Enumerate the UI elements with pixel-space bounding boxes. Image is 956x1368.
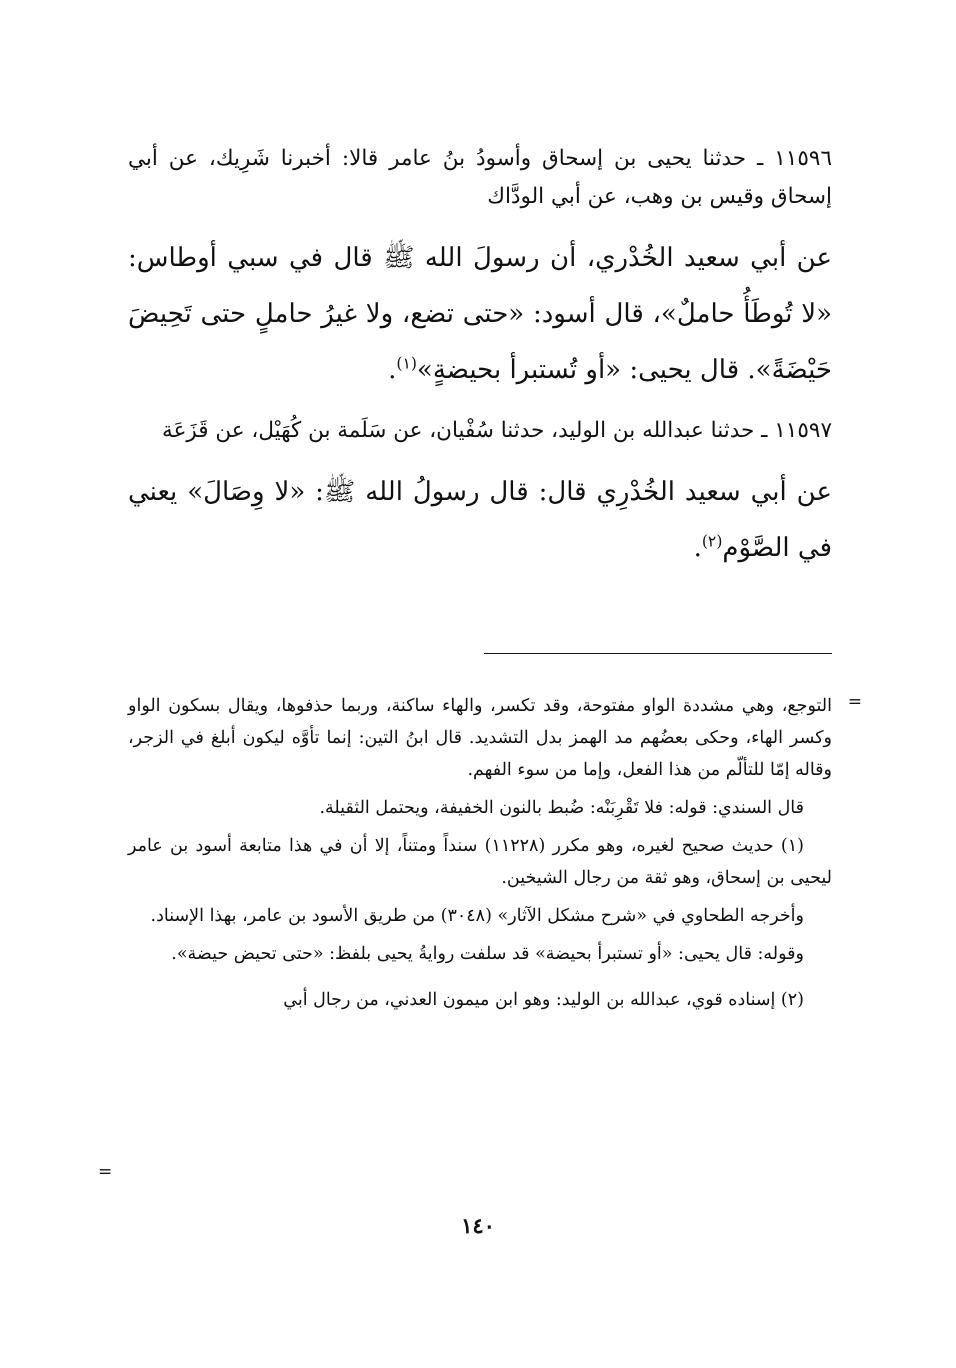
footnote-divider bbox=[484, 653, 832, 654]
footnotes bbox=[128, 690, 832, 1022]
hadith-matn-11597 bbox=[128, 464, 832, 576]
footnote-2: (٢) إسناده قوي، عبدالله بن الوليد: وهو ابن ميمون العدني، من رجال أبي bbox=[283, 990, 804, 1010]
hadith-isnad-11596: ١١٥٩٦ ـ حدثنا يحيى بن إسحاق وأسودُ بنُ عامر قالا: أخبرنا شَرِيك، عن أبي إسحاق وقيس بن وهب، عن أبي الودَّاك bbox=[128, 146, 832, 209]
matn-text: عن أبي سعيد الخُدْري، أن رسولَ الله ﷺ قال في سبي أوطاس: «لا تُوطَأُ حاملٌ»، قال أسود: «حتى تضع، ولا غيرُ حاملٍ حتى تَحِيضَ حَيْضَةً». قال يحيى: «أو تُستبرأ بحيضةٍ» bbox=[128, 243, 832, 385]
footnote-sindi: قال السندي: قوله: فلا تَقْرِبَنْه: ضُبط بالنون الخفيفة، ويحتمل الثقيلة. bbox=[319, 798, 804, 818]
matn-end: . bbox=[388, 355, 397, 385]
footnote-1-comment: وقوله: قال يحيى: «أو تستبرأ بحيضة» قد سلفت روايةُ يحيى بلفظ: «حتى تحيض حيضة». bbox=[171, 944, 804, 964]
matn-text: عن أبي سعيد الخُدْرِي قال: قال رسولُ الله ﷺ: «لا وِصَالَ» يعني في الصَّوْم bbox=[128, 477, 832, 563]
hadith-isnad-11597: ١١٥٩٧ ـ حدثنا عبدالله بن الوليد، حدثنا سُفْيان، عن سَلَمة بن كُهَيْل، عن قَزَعَة bbox=[162, 418, 832, 443]
main-text bbox=[128, 140, 832, 590]
continuation-marker: = bbox=[847, 692, 862, 712]
footnote-ref-1[interactable]: (١) bbox=[396, 354, 417, 373]
matn-end: . bbox=[693, 533, 702, 563]
footnote-1-takhrij: وأخرجه الطحاوي في «شرح مشكل الآثار» (٣٠٤٨) من طريق الأسود بن عامر، بهذا الإسناد. bbox=[150, 906, 804, 926]
footnote-ref-2[interactable]: (٢) bbox=[701, 532, 723, 551]
hadith-matn-11596 bbox=[128, 230, 832, 398]
footnote-continuation: التوجع، وهي مشددة الواو مفتوحة، وقد تكسر، والهاء ساكنة، وربما حذفوها، ويقال بسكون الواو وكسر الهاء، وحكى بعضُهم مد الهمز بدل التشديد. قال ابنُ التين: إنما تأوَّه ليكون أبلغ في الزجر، وقاله إمّا للتألّم من هذا الفعل، وإما من سوء الفهم. bbox=[128, 696, 832, 780]
continuation-marker-next: = bbox=[98, 1162, 113, 1182]
page-number: ١٤٠ bbox=[461, 1213, 495, 1238]
footnote-1: (١) حديث صحيح لغيره، وهو مكرر (١١٢٢٨) سنداً ومتناً، إلا أن في هذا متابعة أسود بن عامر ليحيى بن إسحاق، وهو ثقة من رجال الشيخين. bbox=[128, 836, 832, 888]
